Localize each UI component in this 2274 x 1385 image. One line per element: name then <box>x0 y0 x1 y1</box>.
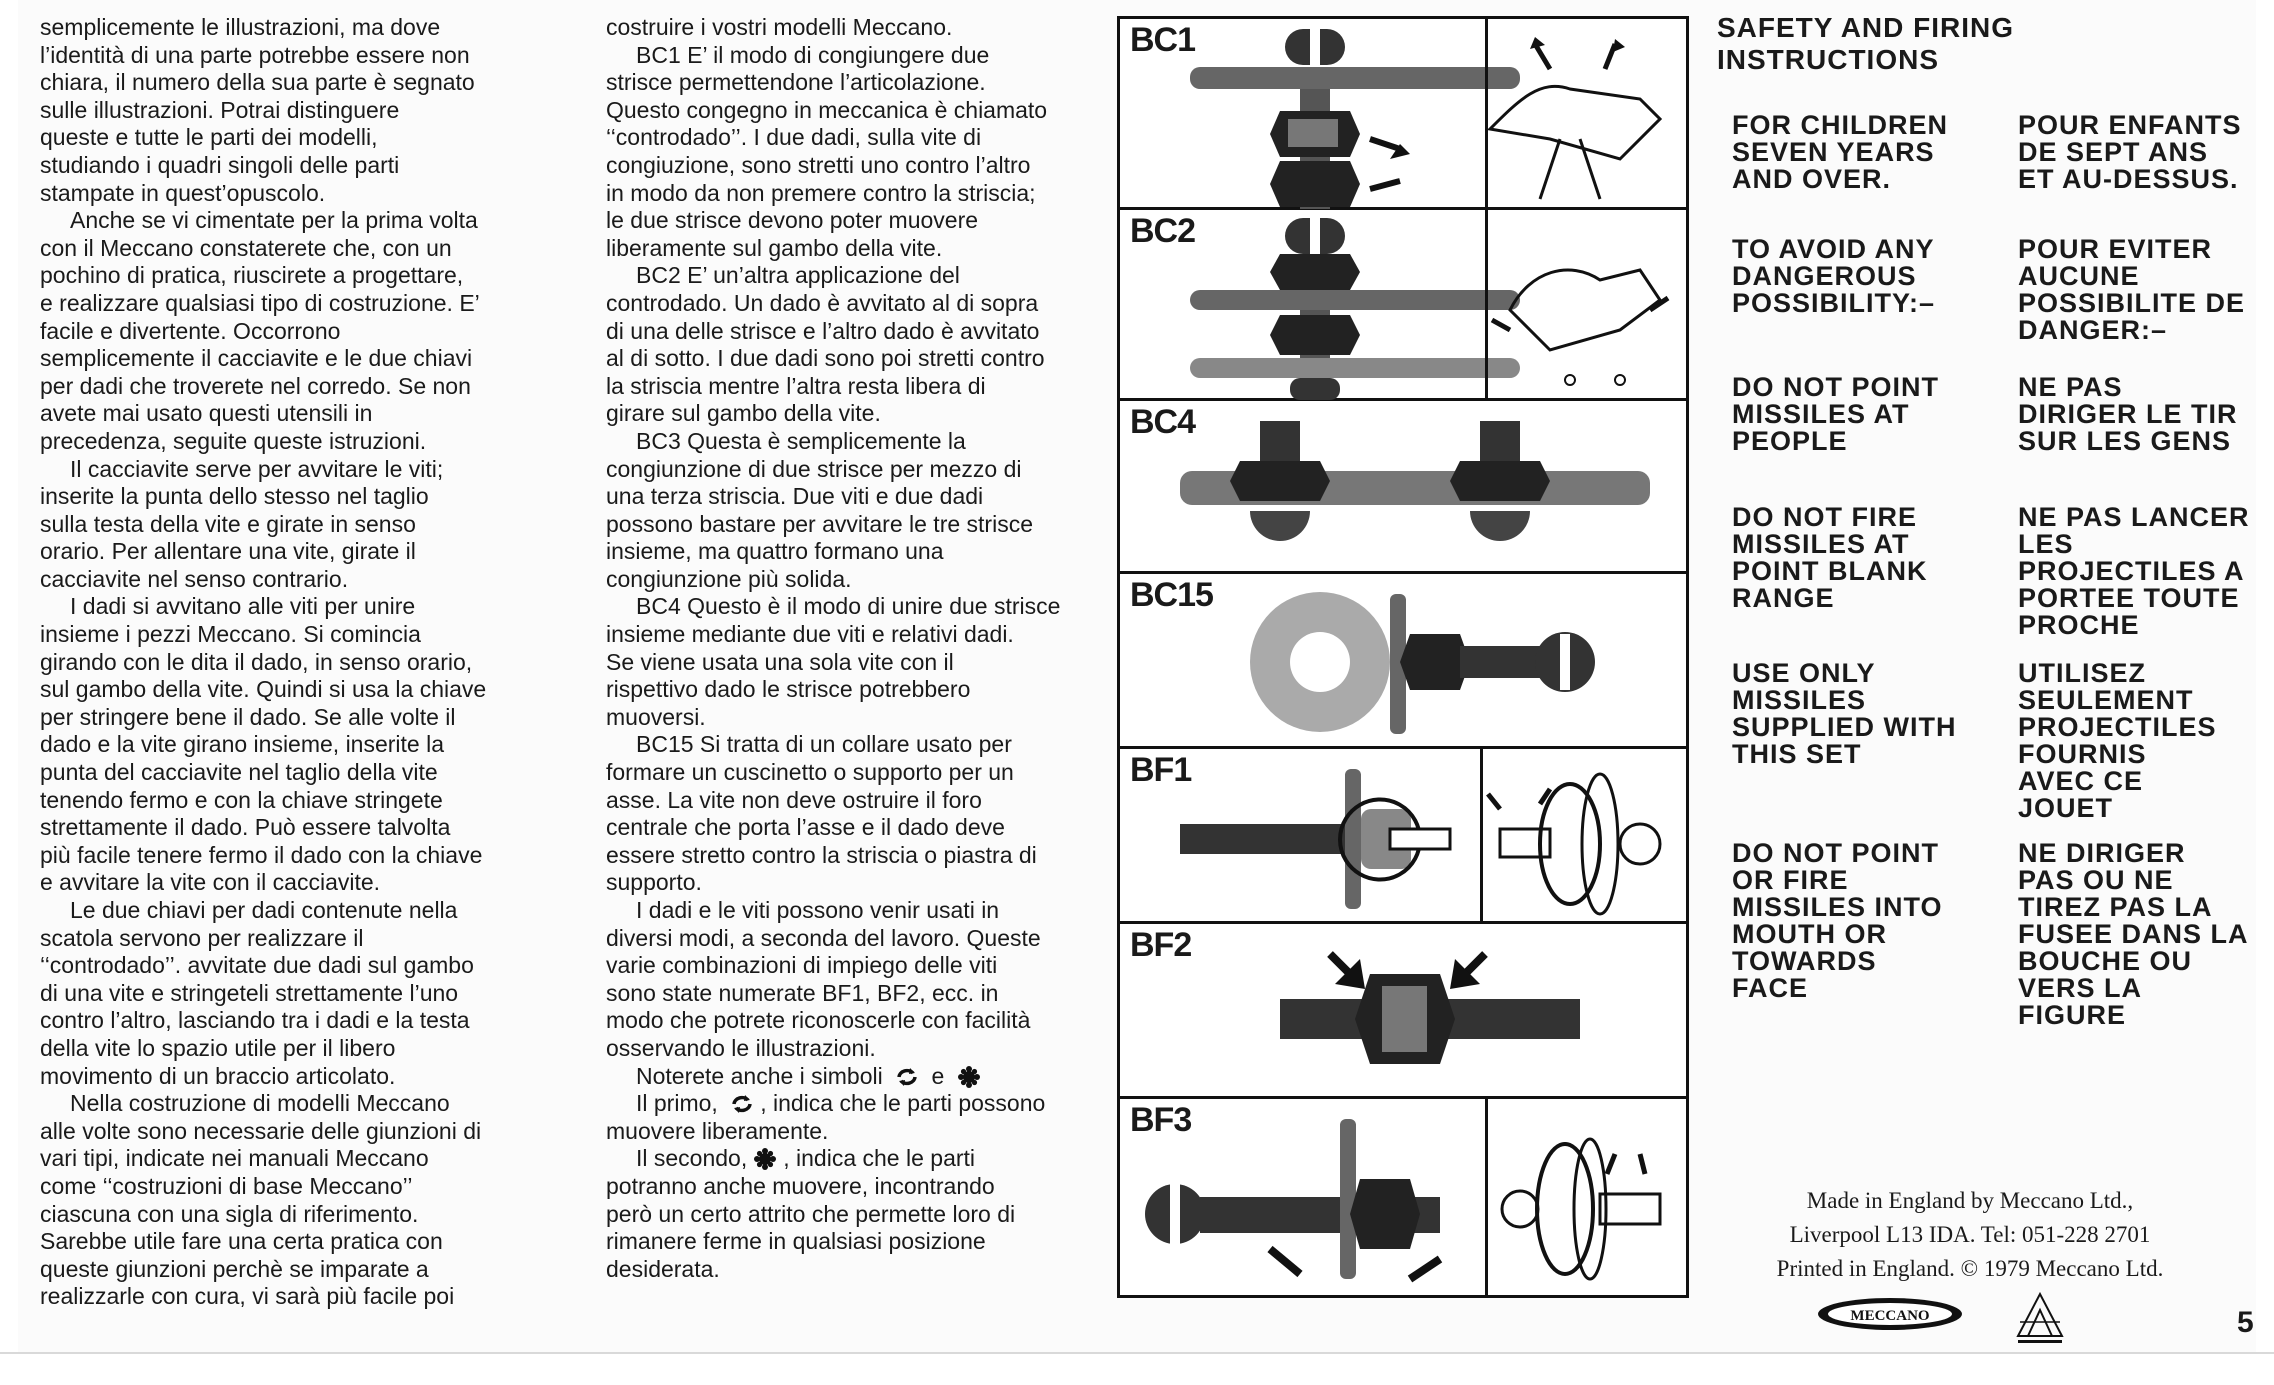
safety-en-line: DO NOT FIRE <box>1732 502 1917 532</box>
safety-fr-line: SUR LES GENS <box>2018 426 2232 456</box>
text-line: con il Meccano constaterete che, con un <box>40 234 452 261</box>
safety-fr-block-4 <box>2018 504 2258 639</box>
friction-symbol-icon <box>753 1148 777 1170</box>
diagram-label-bf1: BF1 <box>1130 751 1192 789</box>
safety-en-block-2 <box>1732 236 1972 317</box>
bf1-illustration <box>1120 749 1686 924</box>
first-symbol-desc-cont: muovere liberamente. <box>606 1117 829 1144</box>
meccano-logo <box>1815 1295 1965 1333</box>
page-number: 5 <box>2237 1306 2254 1339</box>
text-line: possono bastare per avvitare le tre strisce <box>606 510 1033 537</box>
text-line: varie combinazioni di impiego delle viti <box>606 952 998 979</box>
safety-fr-block-6 <box>2018 840 2258 1029</box>
safety-en-line: MISSILES INTO <box>1732 892 1943 922</box>
safety-fr-line: SEULEMENT <box>2018 685 2194 715</box>
second-symbol-text: Il secondo, <box>636 1145 748 1172</box>
safety-en-line: DO NOT POINT <box>1732 838 1939 868</box>
safety-fr-line: PROJECTILES A <box>2018 556 2245 586</box>
text-line: però un certo attrito che permette loro di <box>606 1200 1016 1227</box>
safety-fr-line: PORTEE TOUTE <box>2018 583 2240 613</box>
safety-en-line: FACE <box>1732 973 1809 1003</box>
text-line: congiunzione di due strisce per mezzo di <box>606 455 1022 482</box>
safety-title: SAFETY AND FIRING INSTRUCTIONS <box>1717 12 2015 75</box>
text-line: punta del cacciavite nel taglio della vite <box>40 759 438 786</box>
safety-fr-line: NE PAS <box>2018 372 2123 402</box>
text-line: le due strisce devono poter muovere <box>606 207 979 234</box>
safety-en-line: THIS SET <box>1732 739 1862 769</box>
text-line: vari tipi, indicate nei manuali Meccano <box>40 1145 429 1172</box>
text-line: asse. La vite non deve ostruire il foro <box>606 786 982 813</box>
text-line: orario. Per allentare una vite, girate il <box>40 538 416 565</box>
second-symbol-desc: , indica che le parti <box>783 1145 976 1172</box>
text-line: in modo da non premere contro la striscia; <box>606 179 1036 206</box>
text-line: queste giunzioni perchè se imparate a <box>40 1255 429 1282</box>
safety-fr-line: PROJECTILES <box>2018 712 2217 742</box>
symbols-and: e <box>931 1062 945 1089</box>
safety-en-line: MISSILES <box>1732 685 1867 715</box>
text-line: scatola servono per realizzare il <box>40 924 364 951</box>
safety-fr-line: JOUET <box>2018 793 2114 823</box>
diagram-bc2 <box>1120 210 1686 401</box>
text-line: avete mai usato questi utensili in <box>40 400 373 427</box>
bf1-divider <box>1480 749 1483 924</box>
text-line: strisce permettendone l’articolazione. <box>606 69 986 96</box>
safety-en-line: DANGEROUS <box>1732 261 1917 291</box>
text-line: semplicemente il cacciavite e le due chiavi <box>40 345 473 372</box>
text-line: Anche se vi cimentate per la prima volta <box>70 207 478 234</box>
construction-diagram-panel <box>1117 16 1689 1298</box>
text-line: ‘‘controdado’’. avvitate due dadi sul gambo <box>40 952 474 979</box>
text-line: Le due chiavi per dadi contenute nella <box>70 897 458 923</box>
text-line: l’identità di una parte potrebbe essere non <box>40 41 470 68</box>
diagram-label-bc2: BC2 <box>1130 212 1196 250</box>
text-line: BC15 Si tratta di un collare usato per <box>636 731 1012 758</box>
text-line: contro l’altro, lasciando tra i dadi e la testa <box>40 1007 470 1034</box>
diagram-label-bf3: BF3 <box>1130 1101 1192 1139</box>
symbols-line-text: Noterete anche i simboli <box>636 1062 883 1089</box>
safety-fr-line: NE PAS LANCER <box>2018 502 2250 532</box>
text-line: tenendo fermo e con la chiave stringete <box>40 786 443 813</box>
diagram-bc4 <box>1120 401 1686 574</box>
text-line: modo che potrete riconoscerle con facilità <box>606 1007 1031 1034</box>
text-line: centrale che porta l’asse e il dado deve <box>606 814 1005 841</box>
text-line: girare sul gambo della vite. <box>606 400 881 427</box>
text-line: dado e la vite girano insieme, inserite la <box>40 731 445 758</box>
safety-fr-line: BOUCHE OU <box>2018 946 2193 976</box>
safety-en-line: MOUTH OR <box>1732 919 1887 949</box>
diagram-bc1 <box>1120 19 1686 210</box>
text-line: BC2 E’ un’altra applicazione del <box>636 262 960 289</box>
safety-en-line: RANGE <box>1732 583 1835 613</box>
diagram-bc15 <box>1120 574 1686 749</box>
free-movement-symbol-icon <box>730 1093 754 1115</box>
italian-text-column-1 <box>40 14 575 1311</box>
safety-en-line: SEVEN YEARS <box>1732 137 1935 167</box>
first-symbol-desc: , indica che le parti possono <box>760 1090 1046 1117</box>
text-line: una terza striscia. Due viti e due dadi <box>606 483 984 510</box>
safety-en-block-1 <box>1732 112 1972 193</box>
text-line: desiderata. <box>606 1255 720 1282</box>
text-line: rispettivo dado le strisce potrebbero <box>606 676 971 703</box>
text-line: girando con le dita il dado, in senso orario, <box>40 648 473 675</box>
bc2-divider <box>1485 210 1488 401</box>
text-line: per dadi che troverete nel corredo. Se non <box>40 372 471 399</box>
text-line: inserite la punta dello stesso nel taglio <box>40 483 429 510</box>
text-line: I dadi si avvitano alle viti per unire <box>70 593 416 620</box>
safety-fr-line: LES <box>2018 529 2074 559</box>
safety-en-line: MISSILES AT <box>1732 529 1910 559</box>
safety-fr-line: DANGER:– <box>2018 315 2168 345</box>
safety-fr-line: FIGURE <box>2018 1000 2127 1030</box>
safety-fr-block-1 <box>2018 112 2258 193</box>
text-line: realizzarle con cura, vi sarà più facile poi <box>40 1283 455 1310</box>
text-line: stampate in quest’opuscolo. <box>40 179 326 206</box>
safety-en-line: DO NOT POINT <box>1732 372 1939 402</box>
text-line: I dadi e le viti possono venir usati in <box>636 897 1000 923</box>
safety-fr-block-5 <box>2018 660 2258 822</box>
safety-en-block-6 <box>1732 840 1972 1002</box>
text-line: congiuzione, sono stretti uno contro l’altro <box>606 151 1031 178</box>
text-line: insieme, ma quattro formano una <box>606 538 944 565</box>
friction-symbol-icon <box>957 1066 981 1088</box>
safety-fr-line: AUCUNE <box>2018 261 2140 291</box>
text-line: insieme mediante due viti e relativi dadi. <box>606 621 1014 648</box>
safety-fr-line: DE SEPT ANS <box>2018 137 2209 167</box>
safety-en-block-4 <box>1732 504 1972 612</box>
text-line: e avvitare la vite con il cacciavite. <box>40 869 381 896</box>
text-line: osservando le illustrazioni. <box>606 1034 876 1061</box>
diagram-label-bc4: BC4 <box>1130 403 1196 441</box>
safety-en-line: USE ONLY <box>1732 658 1876 688</box>
safety-fr-line: NE DIRIGER <box>2018 838 2186 868</box>
text-line: al di sotto. I due dadi sono poi stretti contro <box>606 345 1045 372</box>
text-line: Questo congegno in meccanica è chiamato <box>606 96 1048 123</box>
made-in-text: Made in England by Meccano Ltd., <box>1806 1188 2134 1213</box>
diagram-label-bc15: BC15 <box>1130 576 1213 614</box>
safety-en-line: OR FIRE <box>1732 865 1849 895</box>
bf3-divider <box>1485 1099 1488 1295</box>
text-line: controdado. Un dado è avvitato al di sopra <box>606 289 1039 316</box>
safety-en-line: TOWARDS <box>1732 946 1877 976</box>
text-line: rimanere ferme in qualsiasi posizione <box>606 1228 986 1255</box>
publisher-logo-icon <box>2010 1288 2070 1346</box>
safety-fr-line: FOURNIS <box>2018 739 2147 769</box>
safety-en-block-5 <box>1732 660 1972 768</box>
bc2-illustration <box>1120 210 1686 401</box>
text-line: di una vite e stringeteli strettamente l’uno <box>40 979 459 1006</box>
safety-en-line: SUPPLIED WITH <box>1732 712 1957 742</box>
symbols-line <box>606 1063 1096 1091</box>
safety-en-line: FOR CHILDREN <box>1732 110 1948 140</box>
safety-fr-line: FUSEE DANS LA <box>2018 919 2249 949</box>
text-line: diversi modi, a seconda del lavoro. Queste <box>606 924 1041 951</box>
text-line: per stringere bene il dado. Se alle volte il <box>40 703 456 730</box>
text-line: essere stretto contro la striscia o piastra di <box>606 841 1037 868</box>
bf2-illustration <box>1120 924 1686 1099</box>
text-line: sulle illustrazioni. Potrai distinguere <box>40 96 400 123</box>
bc1-illustration <box>1120 19 1686 210</box>
text-line: sulla testa della vite e girate in senso <box>40 510 416 537</box>
safety-en-line: PEOPLE <box>1732 426 1848 456</box>
text-line: supporto. <box>606 869 702 896</box>
text-line: alle volte sono necessarie delle giunzioni di <box>40 1117 482 1144</box>
safety-fr-line: ET AU-DESSUS. <box>2018 164 2239 194</box>
text-line: liberamente sul gambo della vite. <box>606 234 943 261</box>
page-bottom-edge <box>0 1352 2274 1385</box>
text-line: potranno anche muovere, incontrando <box>606 1172 995 1199</box>
safety-fr-line: DIRIGER LE TIR <box>2018 399 2238 429</box>
first-symbol-line <box>606 1090 1096 1118</box>
safety-fr-line: UTILISEZ <box>2018 658 2146 688</box>
diagram-bf1 <box>1120 749 1686 924</box>
text-line: BC3 Questa è semplicemente la <box>636 427 966 454</box>
text-line: semplicemente le illustrazioni, ma dove <box>40 14 441 40</box>
bc4-illustration <box>1120 401 1686 574</box>
text-line: ‘‘controdado’’. I due dadi, sulla vite di <box>606 124 982 151</box>
bc1-divider <box>1485 19 1488 210</box>
safety-fr-line: VERS LA <box>2018 973 2143 1003</box>
diagram-bf3 <box>1120 1099 1686 1295</box>
text-line: BC4 Questo è il modo di unire due strisce <box>636 593 1061 620</box>
safety-fr-line: PROCHE <box>2018 610 2140 640</box>
text-line: Il cacciavite serve per avvitare le viti; <box>70 455 444 482</box>
text-line: pochino di pratica, riuscirete a progettare, <box>40 262 464 289</box>
text-line: movimento di un braccio articolato. <box>40 1062 396 1089</box>
second-symbol-line <box>606 1145 1096 1173</box>
bf3-illustration <box>1120 1099 1686 1295</box>
printed-text: Printed in England. © 1979 Meccano Ltd. <box>1776 1256 2164 1281</box>
text-line: formare un cuscinetto o supporto per un <box>606 759 1014 786</box>
safety-fr-block-3 <box>2018 374 2258 455</box>
safety-en-line: AND OVER. <box>1732 164 1892 194</box>
text-line: Sarebbe utile fare una certa pratica con <box>40 1228 443 1255</box>
text-line: e realizzare qualsiasi tipo di costruzione. E’ <box>40 289 480 316</box>
text-line: precedenza, seguite queste istruzioni. <box>40 427 427 454</box>
text-line: come ‘‘costruzioni di base Meccano’’ <box>40 1172 413 1199</box>
safety-fr-line: PAS OU NE <box>2018 865 2174 895</box>
safety-fr-line: POUR EVITER <box>2018 234 2213 264</box>
text-line: queste e tutte le parti dei modelli, <box>40 124 378 151</box>
safety-fr-block-2 <box>2018 236 2258 344</box>
text-line: ciascuna con una sigla di riferimento. <box>40 1200 419 1227</box>
text-line: BC1 E’ il modo di congiungere due <box>636 41 990 68</box>
text-line: costruire i vostri modelli Meccano. <box>606 14 953 40</box>
text-line: Se viene usata una sola vite con il <box>606 648 954 675</box>
safety-en-line: MISSILES AT <box>1732 399 1910 429</box>
first-symbol-text: Il primo, <box>636 1090 718 1117</box>
text-line: strettamente il dado. Può essere talvolta <box>40 814 451 841</box>
diagram-bf2 <box>1120 924 1686 1099</box>
safety-en-block-3 <box>1732 374 1972 455</box>
safety-en-line: POSSIBILITY:– <box>1732 288 1936 318</box>
safety-fr-line: AVEC CE <box>2018 766 2144 796</box>
text-line: di una delle strisce e l’altro dado è avvitato <box>606 317 1040 344</box>
meccano-logo-text: MECCANO <box>1850 1308 1930 1324</box>
text-line: studiando i quadri singoli delle parti <box>40 151 400 178</box>
text-line: facile e divertente. Occorrono <box>40 317 341 344</box>
text-line: Nella costruzione di modelli Meccano <box>70 1090 450 1117</box>
italian-text-column-2 <box>606 14 1096 1283</box>
text-line: insieme i pezzi Meccano. Si comincia <box>40 621 421 648</box>
safety-fr-line: POUR ENFANTS <box>2018 110 2242 140</box>
free-movement-symbol-icon <box>895 1066 919 1088</box>
address-text: Liverpool L13 IDA. Tel: 051-228 2701 <box>1789 1222 2151 1247</box>
text-line: cacciavite nel senso contrario. <box>40 565 349 592</box>
safety-en-line: POINT BLANK <box>1732 556 1928 586</box>
text-line: sono state numerate BF1, BF2, ecc. in <box>606 979 999 1006</box>
safety-fr-line: POSSIBILITE DE <box>2018 288 2246 318</box>
text-line: della vite lo spazio utile per il libero <box>40 1034 396 1061</box>
text-line: congiunzione più solida. <box>606 565 852 592</box>
diagram-label-bc1: BC1 <box>1130 21 1196 59</box>
diagram-label-bf2: BF2 <box>1130 926 1192 964</box>
text-line: più facile tenere fermo il dado con la chiave <box>40 841 483 868</box>
text-line: muoversi. <box>606 703 706 730</box>
safety-fr-line: TIREZ PAS LA <box>2018 892 2213 922</box>
text-line: chiara, il numero della sua parte è segnato <box>40 69 475 96</box>
safety-en-line: TO AVOID ANY <box>1732 234 1935 264</box>
text-line: sul gambo della vite. Quindi si usa la chiave <box>40 676 487 703</box>
text-line: la striscia mentre l’altra resta libera di <box>606 372 986 399</box>
